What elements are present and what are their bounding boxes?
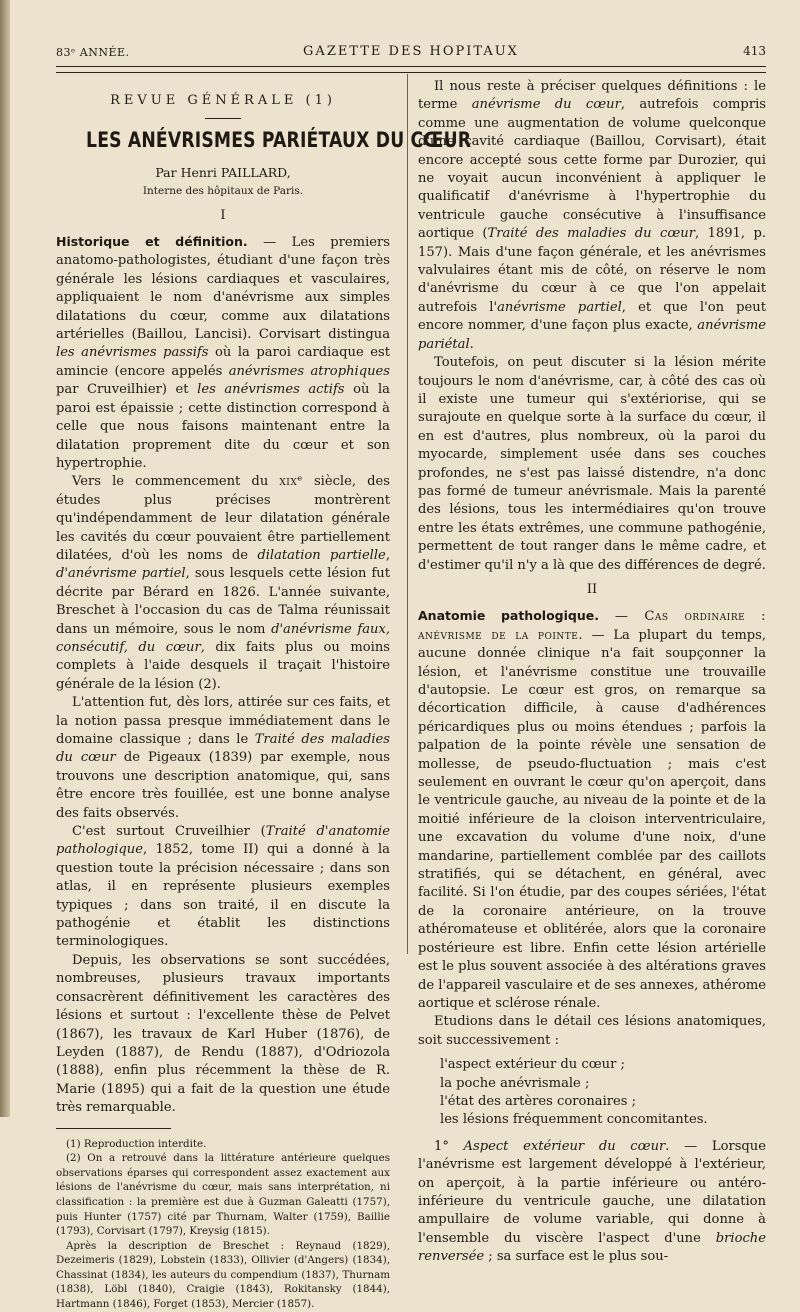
paragraph-depuis: Depuis, les observations se sont succédées, nombreuses, plusieurs travaux importants consacrèrent définitivement les caractères des lésions et surtout : l'excellente thèse de Pelvet (1867), les travaux de Karl Huber (1876), de Leyden (1887), de Rendu (1887), d'Odriozola (1888), enfin plus récemment la thèse de R. Marie (1895) qui a fait de la question une étude très remarquable. bbox=[56, 952, 390, 1116]
column-divider bbox=[407, 74, 408, 954]
journal-title: GAZETTE DES HOPITAUX bbox=[303, 44, 519, 59]
footnote-2: (2) On a retrouvé dans la littérature antérieure quelques observations éparses qui correspondent assez exactement aux lésions de l'anévrisme du cœur, mais sans interprétation, ni classification : la première est due à Guzman Galeatti (1757), puis Hunter (1757) cité par Thurnam, Walter (1759), Baillie (1793), Corvisart (1797), Kreysig (1815). bbox=[56, 1152, 390, 1238]
paragraph-etudions: Etudions dans le détail ces lésions anatomiques, soit successivement : bbox=[418, 1014, 766, 1048]
footnote-1: (1) Reproduction interdite. bbox=[66, 1137, 207, 1150]
header-rule-bottom bbox=[56, 72, 766, 73]
header-rule-top bbox=[56, 66, 766, 67]
paragraph-anatomie: Anatomie pathologique. — Cas ordinaire : anévrisme de la pointe. — La plupart du temps, aucune donnée clinique n'a fait soupçonner la lésion, et l'anévrisme constitue une trouvaille d'autopsie. Le cœur est gros, on remarque sa décortication difficile, à cause d'adhérences péricardiques plus ou moins étendues ; parfois la palpation de la pointe révèle une sensation de mollesse, de pseudo-fluctuation ; mais c'est seulement en ouvrant le cœur qu'on aperçoit, dans le ventricule gauche, au niveau de la pointe et de la moitié inférieure de la cloison interventriculaire, une excavation du volume d'une noix, d'une mandarine, partiellement comblée par des caillots stratifiés, qui se détachent, en général, avec facilité. Si l'on étudie, par des coupes sériées, l'état de la coronaire antérieure, on la trouve athéromateuse et oblitérée, alors que la coronaire postérieure est libre. Enfin cette lésion artérielle est le plus souvent associée à des altérations graves de l'appareil vasculaire et de ses annexes, athérome aortique et sclérose rénale. bbox=[418, 608, 767, 1011]
paragraph-cruveilhier: C'est surtout Cruveilhier (Traité d'anatomie pathologique, 1852, tome II) qui a donné à la question toute la précision nécessaire ; dans son atlas, il en représente plusieurs exemples typiques ; dans son traité, il en discute la pathogénie et établit les distinctions terminologiques. bbox=[56, 824, 390, 950]
section-number-2: II bbox=[586, 581, 598, 597]
running-header bbox=[56, 40, 766, 64]
list-item: l'aspect extérieur du cœur ; bbox=[440, 1057, 625, 1073]
author-affiliation: Interne des hôpitaux de Paris. bbox=[142, 185, 304, 198]
list-item: les lésions fréquemment concomitantes. bbox=[440, 1112, 708, 1128]
paragraph-attention: L'attention fut, dès lors, attirée sur ces faits, et la notion passa presque immédiatement dans le domaine classique ; dans le Traité des maladies du cœur de Pigeaux (1839) par exemple, nous trouvons une description anatomique, qui, sans être encore très fouillée, est une bonne analyse des faits observés. bbox=[56, 695, 391, 821]
paragraph-aspect-exterieur: 1° Aspect extérieur du cœur. — Lorsque l'anévrisme est largement développé à l'extérieur, on aperçoit, à la partie inférieure ou antéro-inférieure du ventricule gauche, une dilatation ampullaire de volume variable, qui donne à l'ensemble du viscère l'aspect d'une brioche renversée ; sa surface est le plus sou- bbox=[418, 1138, 766, 1265]
issue-number: 83ᵉ ANNÉE. bbox=[56, 46, 130, 59]
footnote-2-continued: Après la description de Breschet : Reynaud (1829), Dezeimeris (1829), Lobstein (1833), Ollivier (d'Angers) (1834), Chassinat (1834), les auteurs du compendium (1837), Thurnam (1838), Löbl (1840), Craigie (1843), Rokitansky (1844), Hartmann (1846), Forget (1853), Mercier (1857). bbox=[56, 1239, 390, 1311]
subheading-cas-ordinaire: — Cas ordinaire : anévrisme de la pointe. bbox=[418, 609, 766, 643]
footnotes bbox=[56, 1137, 390, 1312]
page-number: 413 bbox=[743, 44, 766, 58]
section-kicker: REVUE GÉNÉRALE (1) bbox=[110, 93, 336, 108]
left-column bbox=[56, 78, 472, 1312]
footnote-rule bbox=[56, 1128, 171, 1129]
kicker-rule bbox=[205, 118, 241, 119]
list-item: la poche anévrismale ; bbox=[440, 1075, 590, 1091]
list-item: l'état des artères coronaires ; bbox=[440, 1093, 637, 1109]
lesion-list bbox=[440, 1056, 766, 1130]
right-column bbox=[418, 78, 766, 1267]
paragraph-definitions: Il nous reste à préciser quelques définitions : le terme anévrisme du cœur, autrefois compris comme une augmentation de volume quelconque d'une cavité cardiaque (Baillou, Corvisart), était encore accepté sous cette forme par Durozier, qui ne voyait aucun inconvénient à appliquer le qualificatif d'anévrisme à l'hypertrophie du ventricule gauche consécutive à l'insuffisance aortique (Traité des maladies du cœur, 1891, p. 157). Mais d'une façon générale, et les anévrismes valvulaires étant mis de côté, on réserve le nom d'anévrisme du cœur à ce que l'on appelait autrefois l'anévrisme partiel, et que l'on peut encore nommer, d'une façon plus exacte, anévrisme pariétal. bbox=[418, 79, 767, 352]
paragraph-xix-century: Vers le commencement du xixᵉ siècle, des études plus précises montrèrent qu'indépendamment de leur dilatation générale les cavités du cœur pouvaient être partiellement dilatées, d'où les noms de dilatation partielle, d'anévrisme partiel, sous lesquels cette lésion fut décrite par Bérard en 1826. L'année suivante, Breschet à l'occasion du cas de Talma réunissait dans un mémoire, sous le nom d'anévrisme faux, consécutif, du cœur, dix faits plus ou moins complets à l'aide desquels il traçait l'histoire générale de la lésion (2). bbox=[56, 474, 390, 692]
article-title: LES ANÉVRISMES PARIÉTAUX DU CŒUR bbox=[86, 128, 472, 153]
paragraph-historique: Historique et définition. — Les premiers anatomo-pathologistes, étudiant d'une façon très générale les lésions cardiaques et vasculaires, appliquaient le nom d'anévrisme aux simples dilatations du cœur, comme aux dilatations artérielles (Baillou, Lancisi). Corvisart distingua les anévrismes passifs où la paroi cardiaque est amincie (encore appelés anévrismes atrophiques par Cruveilhier) et les anévrismes actifs où la paroi est épaissie ; cette distinction correspond à celle que nous faisons maintenant entre la dilatation proprement dite du cœur et son hypertrophie. bbox=[56, 234, 390, 471]
article-author: Par Henri PAILLARD, bbox=[155, 164, 291, 180]
paragraph-toutefois: Toutefois, on peut discuter si la lésion mérite toujours le nom d'anévrisme, car, à côté des cas où il existe une tumeur qui s'extériorise, qui se surajoute en quelque sorte à la surface du cœur, il en est d'autres, plus nombreux, où la paroi du myocarde, simplement usée dans ses couches profondes, ne s'est pas laissé distendre, n'a donc pas formé de tumeur anévrismale. Mais la parenté des lésions, tous les intermédiaires qu'on trouve entre les états extrêmes, une commune pathogénie, permettent de tout ranger dans le même cadre, et d'estimer qu'il n'y a là que des différences de degré. bbox=[418, 355, 766, 573]
heading-anatomie: Anatomie pathologique. bbox=[418, 608, 599, 624]
section-number-1: I bbox=[220, 207, 226, 223]
binding-edge bbox=[0, 0, 10, 1117]
heading-historique: Historique et définition. bbox=[56, 234, 248, 250]
